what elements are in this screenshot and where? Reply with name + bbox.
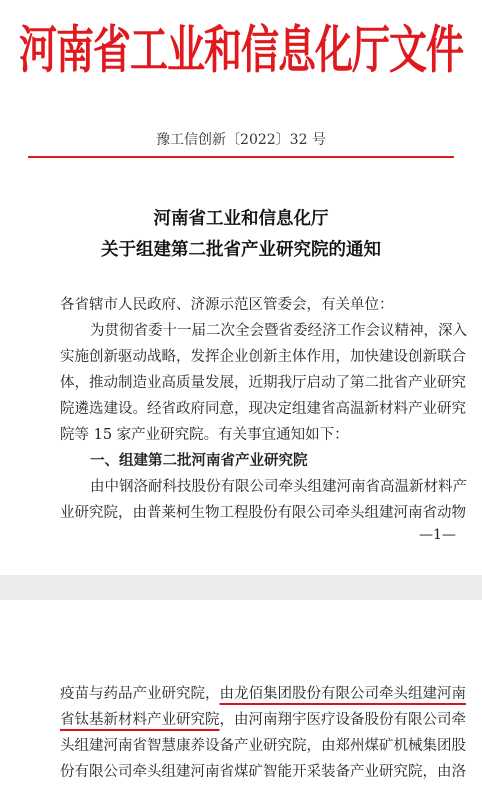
notice-title-line-2: 关于组建第二批省产业研究院的通知 xyxy=(101,240,381,260)
page-number: —1— xyxy=(419,527,456,543)
notice-title-line-1: 河南省工业和信息化厅 xyxy=(153,209,329,229)
body-line: 份有限公司牵头组建河南省煤矿智能开采装备产业研究院，由洛 xyxy=(60,764,466,780)
body-line: 体，推动制造业高质量发展，近期我厅启动了第二批省产业研究 xyxy=(60,375,466,391)
section-heading: 一、组建第二批河南省产业研究院 xyxy=(90,452,308,469)
body-line: 实施创新驱动战略，发挥企业创新主体作用，加快建设创新联合 xyxy=(60,349,466,365)
body-line xyxy=(60,682,466,703)
document-header-title: 河南省工业和信息化厅文件 xyxy=(18,20,463,80)
text-segment: 疫苗与药品产业研究院， xyxy=(60,686,220,702)
red-divider xyxy=(28,156,454,158)
document-page-2 xyxy=(0,600,482,790)
body-line: 为贯彻省委十一届二次全会暨省委经济工作会议精神，深入 xyxy=(90,323,467,339)
salutation: 各省辖市人民政府、济源示范区管委会，有关单位： xyxy=(60,297,394,313)
highlighted-text: 省钛基新材料产业研究院 xyxy=(60,712,220,728)
text-segment: ，由河南翔宇医疗设备股份有限公司牵 xyxy=(219,712,466,728)
highlighted-text: 由龙佰集团股份有限公司牵头组建河南 xyxy=(219,686,466,702)
document-number: 豫工信创新〔2022〕32 号 xyxy=(156,132,326,148)
body-line xyxy=(60,708,466,729)
body-line: 院等 15 家产业研究院。有关事宜通知如下： xyxy=(60,427,349,443)
body-line: 由中钢洛耐科技股份有限公司牵头组建河南省高温新材料产 xyxy=(90,479,467,495)
body-line: 头组建河南省智慧康养设备产业研究院，由郑州煤矿机械集团股 xyxy=(60,738,466,754)
body-line: 业研究院，由普莱柯生物工程股份有限公司牵头组建河南省动物 xyxy=(60,505,466,521)
body-line: 院遴选建设。经省政府同意，现决定组建省高温新材料产业研究 xyxy=(60,401,466,417)
